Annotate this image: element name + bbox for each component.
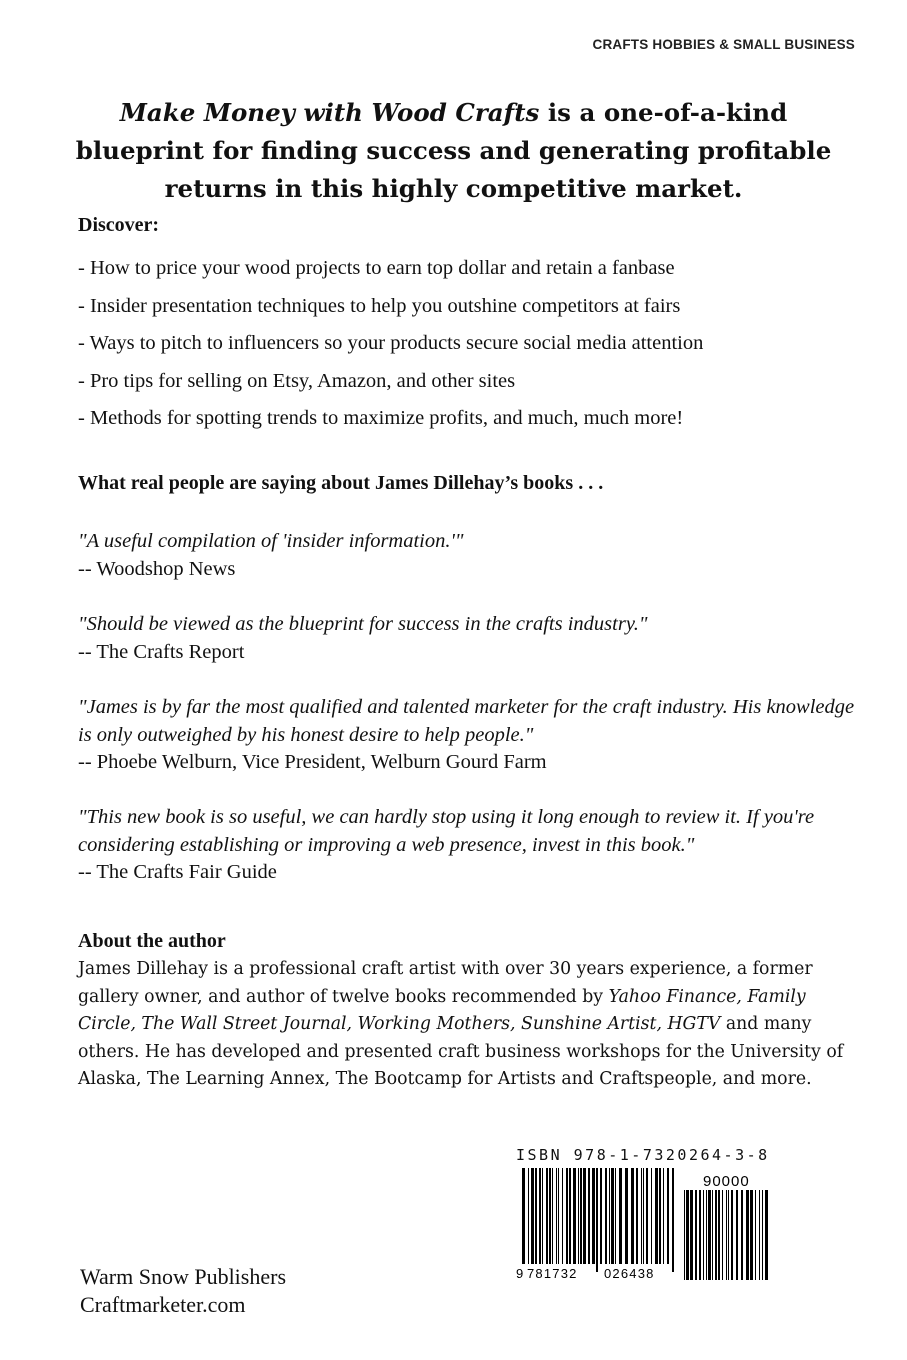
publisher-name: Warm Snow Publishers <box>80 1264 287 1289</box>
barcode-bar <box>600 1168 602 1264</box>
category-label: CRAFTS HOBBIES & SMALL BUSINESS <box>592 37 855 52</box>
barcode-bar <box>592 1168 595 1264</box>
barcode-bar <box>566 1168 568 1264</box>
barcode-bar <box>531 1168 534 1264</box>
ean-left-digits: 781732 <box>527 1266 578 1281</box>
barcode-bar <box>712 1190 713 1280</box>
barcode-bar <box>655 1168 658 1264</box>
barcode-bar <box>569 1168 571 1264</box>
book-title: Make Money with Wood Crafts <box>119 98 540 127</box>
barcode-bar <box>703 1190 704 1280</box>
barcode-bar <box>684 1190 685 1280</box>
review-quote: "This new book is so useful, we can hardly stop using it long enough to review it. If you're considering establishing or improving a web presence, invest in this book." <box>78 806 815 856</box>
review <box>78 528 858 583</box>
publisher-block <box>80 1263 286 1319</box>
reviews-heading: What real people are saying about James Dillehay’s books . . . <box>78 472 604 494</box>
ean-right-digits: 026438 <box>604 1266 655 1281</box>
publisher-website: Craftmarketer.com <box>80 1292 246 1317</box>
barcode-bar <box>722 1190 723 1280</box>
barcode-bar <box>718 1190 720 1280</box>
discover-heading: Discover: <box>78 214 160 236</box>
barcode-bar <box>596 1168 598 1272</box>
review-quote: "Should be viewed as the blueprint for success in the crafts industry." <box>78 613 648 635</box>
review <box>78 611 858 666</box>
review-source: -- The Crafts Report <box>78 640 245 663</box>
headline-line3: returns in this highly competitive market. <box>164 174 743 203</box>
barcode-bar <box>726 1190 727 1280</box>
barcode-bar <box>699 1190 701 1280</box>
barcode-bar <box>708 1190 711 1280</box>
discover-list <box>78 250 703 438</box>
review <box>78 694 858 777</box>
barcode-bar <box>552 1168 553 1264</box>
price-code: 90000 <box>703 1173 750 1190</box>
barcode-bar <box>583 1168 586 1264</box>
barcode-bar <box>759 1190 760 1280</box>
review-source: -- Phoebe Welburn, Vice President, Welburn Gourd Farm <box>78 751 547 773</box>
barcode-bar <box>573 1168 576 1264</box>
barcode-bar <box>746 1190 749 1280</box>
barcode-bar <box>663 1168 664 1264</box>
barcode-bar <box>762 1190 763 1280</box>
headline <box>60 94 847 208</box>
barcode-bar <box>755 1190 756 1280</box>
barcode-bar <box>625 1168 628 1264</box>
barcode-bar <box>546 1168 548 1264</box>
barcode-bar <box>562 1168 563 1264</box>
list-item: - Insider presentation techniques to help you outshine competitors at fairs <box>78 294 681 317</box>
barcode-bar <box>686 1190 689 1280</box>
barcode-bar <box>539 1168 541 1264</box>
barcode-bar <box>615 1168 616 1264</box>
about-text-after: and many others. He has developed and presented craft business workshops for the University of Alaska, The Learning Annex, The Bootcamp for Artists and Craftspeople, and more. <box>78 1014 844 1090</box>
barcode-bar <box>736 1190 738 1280</box>
barcode-bar <box>636 1168 638 1264</box>
list-item: - How to price your wood projects to earn top dollar and retain a fanbase <box>78 257 675 279</box>
headline-line2: blueprint for finding success and generating profitable <box>75 136 832 165</box>
barcode-bar <box>542 1168 543 1264</box>
review-quote: "A useful compilation of 'insider information.'" <box>78 530 464 552</box>
about-text-before: James Dillehay is a professional craft artist with over 30 years experience, a former gallery owner, and author of twelve books recommended by <box>78 959 813 1007</box>
barcode-bar <box>631 1168 634 1264</box>
review-source: -- Woodshop News <box>78 557 236 580</box>
barcode-bar <box>715 1190 717 1280</box>
barcode-bar <box>731 1190 733 1280</box>
list-item: - Methods for spotting trends to maximize profits, and much, much more! <box>78 407 684 430</box>
barcode-bar <box>558 1168 559 1264</box>
barcode-bar <box>549 1168 551 1264</box>
barcode-bar <box>580 1168 582 1264</box>
barcode-bar <box>728 1190 729 1280</box>
isbn-label: ISBN 978-1-7320264-3-8 <box>516 1146 770 1164</box>
about-text <box>78 956 868 1094</box>
about-publications: Yahoo Finance, Family Circle, The Wall Street Journal, Working Mothers, Sunshine Artist, HGTV <box>78 986 806 1035</box>
headline-line1: is a one-of-a-kind <box>539 98 788 127</box>
list-item: - Ways to pitch to influencers so your products secure social media attention <box>78 332 704 355</box>
barcode-bar <box>643 1168 644 1264</box>
barcode-bar <box>690 1190 693 1280</box>
barcode-bar <box>667 1168 669 1264</box>
barcode-bar <box>741 1190 743 1280</box>
barcode-bar <box>765 1190 768 1280</box>
barcode-bar <box>605 1168 607 1264</box>
barcode-bar <box>641 1168 642 1264</box>
barcode-bar <box>646 1168 648 1264</box>
barcode-bar <box>695 1190 697 1280</box>
review <box>78 804 858 887</box>
barcode-bar <box>556 1168 557 1264</box>
ean-first-digit: 9 <box>516 1266 524 1281</box>
barcode-bar <box>578 1168 579 1264</box>
barcode-bar <box>522 1168 525 1272</box>
barcode-graphic <box>516 1146 772 1284</box>
barcode-bar <box>619 1168 622 1264</box>
review-source: -- The Crafts Fair Guide <box>78 861 277 883</box>
barcode-bar <box>588 1168 590 1264</box>
barcode-bar <box>651 1168 652 1264</box>
barcode-bar <box>659 1168 661 1264</box>
about-heading: About the author <box>78 930 226 952</box>
list-item: - Pro tips for selling on Etsy, Amazon, and other sites <box>78 369 516 392</box>
barcode-bar <box>535 1168 537 1264</box>
isbn-barcode <box>516 1146 772 1284</box>
barcode-bar <box>611 1168 614 1264</box>
barcode-bar <box>528 1168 529 1264</box>
review-quote: "James is by far the most qualified and talented marketer for the craft industry. His knowledge is only outweighed by his honest desire to help people." <box>78 696 855 746</box>
barcode-bar <box>750 1190 753 1280</box>
barcode-bar <box>609 1168 610 1264</box>
barcode-bar <box>672 1168 674 1272</box>
barcode-bar <box>706 1190 707 1280</box>
